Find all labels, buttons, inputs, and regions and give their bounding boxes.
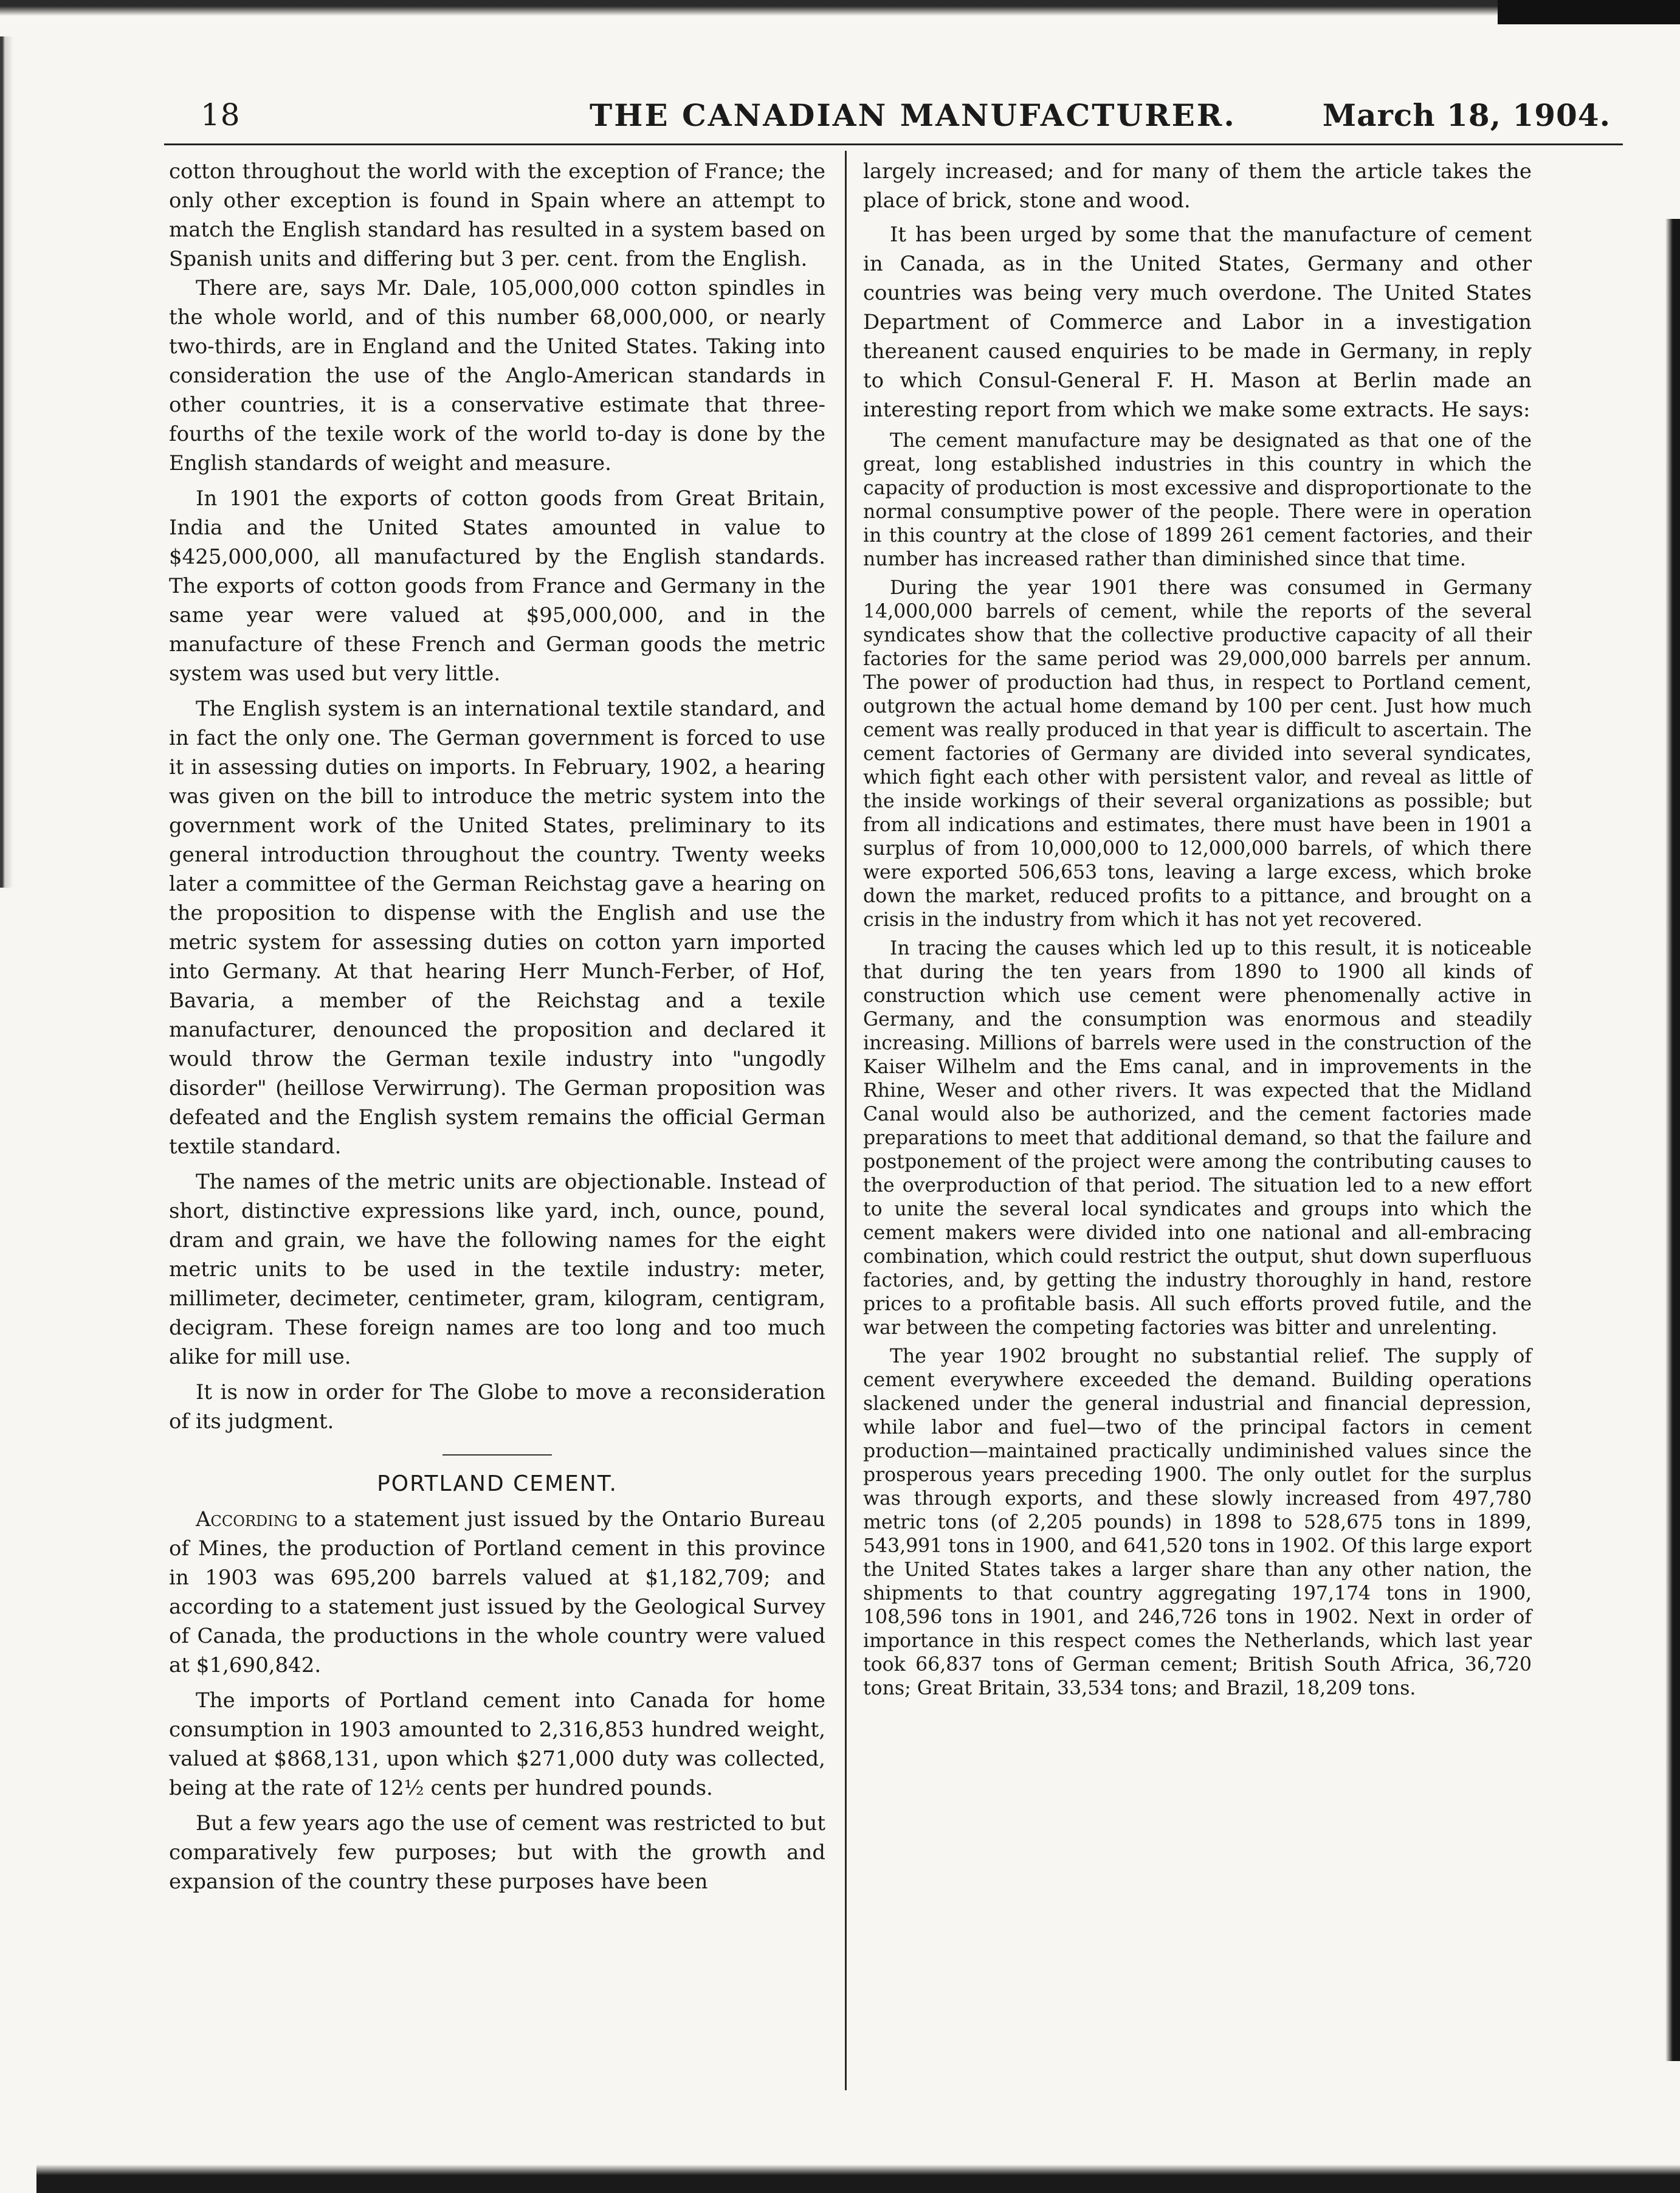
- quoted-paragraph: The year 1902 brought no substantial relief. The supply of cement everywhere exceeded the demand. Building operations slackened under the general industrial and financial depression, while labor and fuel—two of the principal factors in cement production—maintained practically undiminished values since the prosperous years preceding 1900. The only outlet for the surplus was through exports, and these slowly increased from 497,780 metric tons (of 2,205 pounds) in 1898 to 528,675 tons in 1899, 543,991 tons in 1900, and 641,520 tons in 1902. Of this large export the United States takes a larger share than any other nation, the shipments to that country aggregating 197,174 tons in 1900, 108,596 tons in 1901, and 246,726 tons in 1902. Next in order of importance in this respect comes the Netherlands, which last year took 66,837 tons of German cement; British South Africa, 36,720 tons; Great Britain, 33,534 tons; and Brazil, 18,209 tons.: [863, 1345, 1532, 1699]
- page-number: 18: [201, 97, 241, 133]
- scan-edge-top-right: [1498, 0, 1680, 24]
- paragraph: The names of the metric units are objectionable. Instead of short, distinctive expressions like yard, inch, ounce, pound, dram and grain, we have the following names for the eight metric units to be used in the textile industry: meter, millimeter, decimeter, centimeter, gram, kilogram, centigram, decigram. These foreign names are too long and too much alike for mill use.: [169, 1170, 825, 1369]
- paragraph: largely increased; and for many of them the article takes the place of brick, stone and wood.: [863, 159, 1532, 213]
- paragraph: It has been urged by some that the manufacture of cement in Canada, as in the United States, Germany and other countries was being very much overdone. The United States Department of Commerce and Labor in a investigation thereanent caused enquiries to be made in Germany, in reply to which Consul-General F. H. Mason at Berlin made an interesting report from which we make some extracts. He says:: [863, 223, 1532, 422]
- paragraph: There are, says Mr. Dale, 105,000,000 cotton spindles in the whole world, and of this number 68,000,000, or nearly two-thirds, are in England and the United States. Taking into consideration the use of the Anglo-American standards in other countries, it is a conservative estimate that three-fourths of the texile work of the world to-day is done by the English standards of weight and measure.: [169, 276, 825, 475]
- paragraph: In 1901 the exports of cotton goods from Great Britain, India and the United States amounted in value to $425,000,000, all manufactured by the English standards. The exports of cotton goods from France and Germany in the same year were valued at $95,000,000, and in the manufacture of these French and German goods the metric system was used but very little.: [169, 486, 825, 686]
- scan-edge-right: [1665, 219, 1680, 2061]
- quoted-paragraph: In tracing the causes which led up to this result, it is noticeable that during the ten years from 1890 to 1900 all kinds of construction which use cement were phenomenally active in Germany, and the consumption was enormous and steadily increasing. Millions of barrels were used in the construction of the Kaiser Wilhelm and the Ems canal, and in improvements in the Rhine, Weser and other rivers. It was expected that the Midland Canal would also be authorized, and the cement factories made preparations to meet that additional demand, so that the failure and postponement of the project were among the contributing causes to the overproduction of that period. The situation led to a new effort to unite the several local syndicates and groups into which the cement makers were divided into one national and all-embracing combination, which could restrict the output, shut down superfluous factories, and, by getting the industry thoroughly in hand, restore prices to a profitable basis. All such efforts proved futile, and the war between the competing factories was bitter and unrelenting.: [863, 938, 1532, 1339]
- section-rule: [442, 1454, 552, 1456]
- issue-date: March 18, 1904.: [1322, 97, 1611, 133]
- right-column: [863, 157, 1532, 1701]
- scan-edge-top: [0, 0, 1680, 16]
- paragraph: [169, 1505, 825, 1680]
- column-divider: [845, 151, 847, 2090]
- quoted-paragraph: During the year 1901 there was consumed in Germany 14,000,000 barrels of cement, while the reports of the several syndicates show that the collective productive capacity of all their factories for the same period was 29,000,000 barrels per annum. The power of production had thus, in respect to Portland cement, outgrown the actual home demand by 100 per cent. Just how much cement was really produced in that year is difficult to ascertain. The cement factories of Germany are divided into several syndicates, which fight each other with persistent valor, and reveal as little of the inside workings of their several organizations as possible; but from all indications and estimates, there must have been in 1901 a surplus of from 10,000,000 to 12,000,000 barrels, of which there were exported 506,653 tons, leaving a large excess, which broke down the market, reduced profits to a pittance, and brought on a crisis in the industry from which it has not yet recovered.: [863, 577, 1532, 931]
- paragraph: The imports of Portland cement into Canada for home consumption in 1903 amounted to 2,316,853 hundred weight, valued at $868,131, upon which $271,000 duty was collected, being at the rate of 12½ cents per hundred pounds.: [169, 1688, 825, 1800]
- paragraph: It is now in order for The Globe to move a reconsideration of its judgment.: [169, 1380, 825, 1434]
- left-column: [169, 157, 825, 1896]
- paragraph: But a few years ago the use of cement was restricted to but comparatively few purposes; but with the growth and expansion of the country these purposes have been: [169, 1811, 825, 1894]
- publication-title: THE CANADIAN MANUFACTURER.: [590, 97, 1236, 133]
- header-rule: [164, 143, 1623, 145]
- quoted-paragraph: The cement manufacture may be designated as that one of the great, long established industries in this country in which the capacity of production is most excessive and disproportionate to the normal consumptive power of the people. There were in operation in this country at the close of 1899 261 cement factories, and their number has increased rather than diminished since that time.: [863, 430, 1532, 570]
- paragraph-text: to a statement just issued by the Ontario Bureau of Mines, the production of Portland cement in this province in 1903 was 695,200 barrels valued at $1,182,709; and according to a statement just issued by the Geological Survey of Canada, the productions in the whole country were valued at $1,690,842.: [169, 1507, 825, 1677]
- lead-word: According: [196, 1507, 298, 1532]
- section-title: PORTLAND CEMENT.: [377, 1471, 618, 1496]
- scan-edge-bottom: [36, 2164, 1680, 2193]
- scan-edge-left: [0, 36, 13, 888]
- paragraph: The English system is an international textile standard, and in fact the only one. The German government is forced to use it in assessing duties on imports. In February, 1902, a hearing was given on the bill to introduce the metric system into the government work of the United States, preliminary to its general introduction throughout the country. Twenty weeks later a committee of the German Reichstag gave a hearing on the proposition to dispense with the English and use the metric system for assessing duties on cotton yarn imported into Germany. At that hearing Herr Munch-Ferber, of Hof, Bavaria, a member of the Reichstag and a texile manufacturer, denounced the proposition and declared it would throw the German texile industry into "ungodly disorder" (heillose Verwirrung). The German proposition was defeated and the English system remains the official German textile standard.: [169, 697, 825, 1159]
- page-header: [164, 97, 1623, 140]
- paragraph: cotton throughout the world with the exception of France; the only other exception is found in Spain where an attempt to match the English standard has resulted in a system based on Spanish units and differing but 3 per. cent. from the English.: [169, 159, 825, 271]
